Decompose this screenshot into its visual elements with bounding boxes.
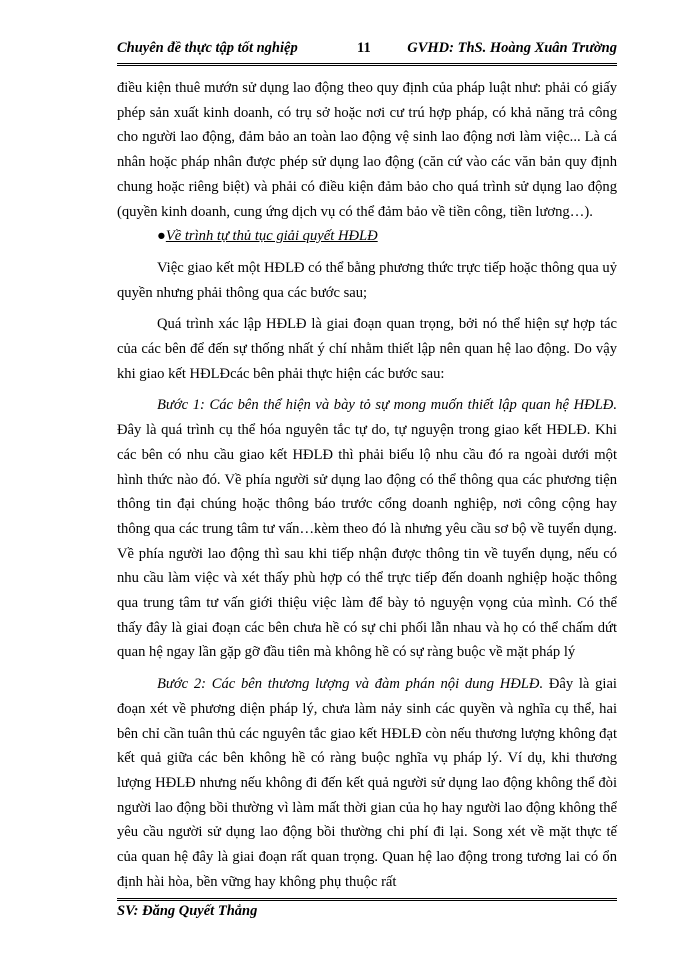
header-rule — [117, 63, 617, 66]
step-1-title: Bước 1: Các bên thể hiện và bày tỏ sự mong muốn thiết lập quan hệ HĐLĐ. — [157, 397, 617, 414]
page-number: 11 — [357, 40, 371, 56]
footer-student: SV: Đăng Quyết Thắng — [117, 903, 258, 919]
page-body — [117, 76, 617, 895]
step-2-title: Bước 2: Các bên thương lượng và đàm phán nội dung HĐLĐ. — [157, 676, 544, 693]
footer-rule — [117, 898, 617, 901]
step-1-text: Đây là quá trình cụ thể hóa nguyên tắc tự do, tự nguyện trong giao kết HĐLĐ. Khi các bên có nhu cầu giao kết HĐLĐ thì phải biểu lộ nhu cầu đó ra ngoài dưới một hình thức nào đó. Về phía người sử dụng lao động có thể thông qua các phương tiện thông tin đại chúng hoặc thông báo trước cổng doanh nghiệp, nơi công cộng hay thông qua các trung tâm tư vấn…kèm theo đó là nhưng yêu cầu sơ bộ về tuyển dụng. Về phía người lao động thì sau khi tiếp nhận được thông tin về tuyển dụng, nếu có nhu cầu làm việc và xét thấy phù hợp có thể trực tiếp đến doanh nghiệp hoặc thông qua trung tâm tư vấn giới thiệu việc làm để bày tỏ nguyện vọng của mình. Có thể thấy đây là giai đoạn các bên chưa hề có sự chi phối lẫn nhau và họ có thể chấm dứt quan hệ ngay lần gặp gỡ đầu tiên mà không hề có sự ràng buộc về mặt pháp lý — [117, 422, 617, 661]
paragraph-step-2 — [117, 672, 617, 894]
paragraph-contract-methods: Việc giao kết một HĐLĐ có thể bằng phương thức trực tiếp hoặc thông qua uỷ quyền nhưng phải thông qua các bước sau; — [117, 259, 617, 301]
paragraph-establishment-process: Quá trình xác lập HĐLĐ là giai đoạn quan trọng, bởi nó thể hiện sự hợp tác của các bên để đến sự thống nhất ý chí nhằm thiết lập nên quan hệ lao động. Do vậy khi giao kết HĐLĐcác bên phải thực hiện các bước sau: — [117, 316, 617, 382]
section-heading — [117, 224, 617, 249]
page-header — [117, 40, 617, 62]
header-supervisor: GVHD: ThS. Hoàng Xuân Trường — [407, 40, 617, 56]
step-2-text: Đây là giai đoạn xét về phương diện pháp lý, chưa làm nảy sinh các quyền và nghĩa cụ thể, hai bên chỉ cần tuân thủ các nguyên tắc giao kết HĐLĐ còn nếu thương lượng không đạt kết quả giữa các bên không hề có ràng buộc nghĩa vụ pháp lý. Ví dụ, khi thương lượng HĐLĐ nhưng nếu không đi đến kết quả người sử dụng lao động không thể đòi người lao động bồi thường vì làm mất thời gian của họ hay người lao động không thể yêu cầu người sử dụng lao động bồi thường chi phí đi lại. Song xét về mặt thực tế của quan hệ đây là giai đoạn rất quan trọng. Quan hệ lao động trong tương lai có ổn định hài hòa, bền vững hay không phụ thuộc rất — [117, 676, 617, 890]
header-thesis-title: Chuyên đề thực tập tốt nghiệp — [117, 40, 298, 56]
bullet-icon: ● — [157, 228, 166, 245]
paragraph-step-1 — [117, 393, 617, 665]
paragraph-employer-conditions: điều kiện thuê mướn sử dụng lao động theo quy định của pháp luật như: phải có giấy phép sản xuất kinh doanh, có trụ sở hoặc nơi cư trú hợp pháp, có khả năng trả công cho người lao động, đảm bảo an toàn lao động vệ sinh lao động nơi làm việc... Là cá nhân hoặc pháp nhân được phép sử dụng lao động (căn cứ vào các văn bản quy định chung hoặc riêng biệt) và phải có điều kiện đảm bảo cho quá trình sử dụng lao động (quyền kinh doanh, cung ứng dịch vụ có thể đảm bảo về tiền công, tiền lương…). — [117, 80, 617, 220]
section-heading-text: Về trình tự thủ tục giải quyết HĐLĐ — [165, 228, 378, 245]
